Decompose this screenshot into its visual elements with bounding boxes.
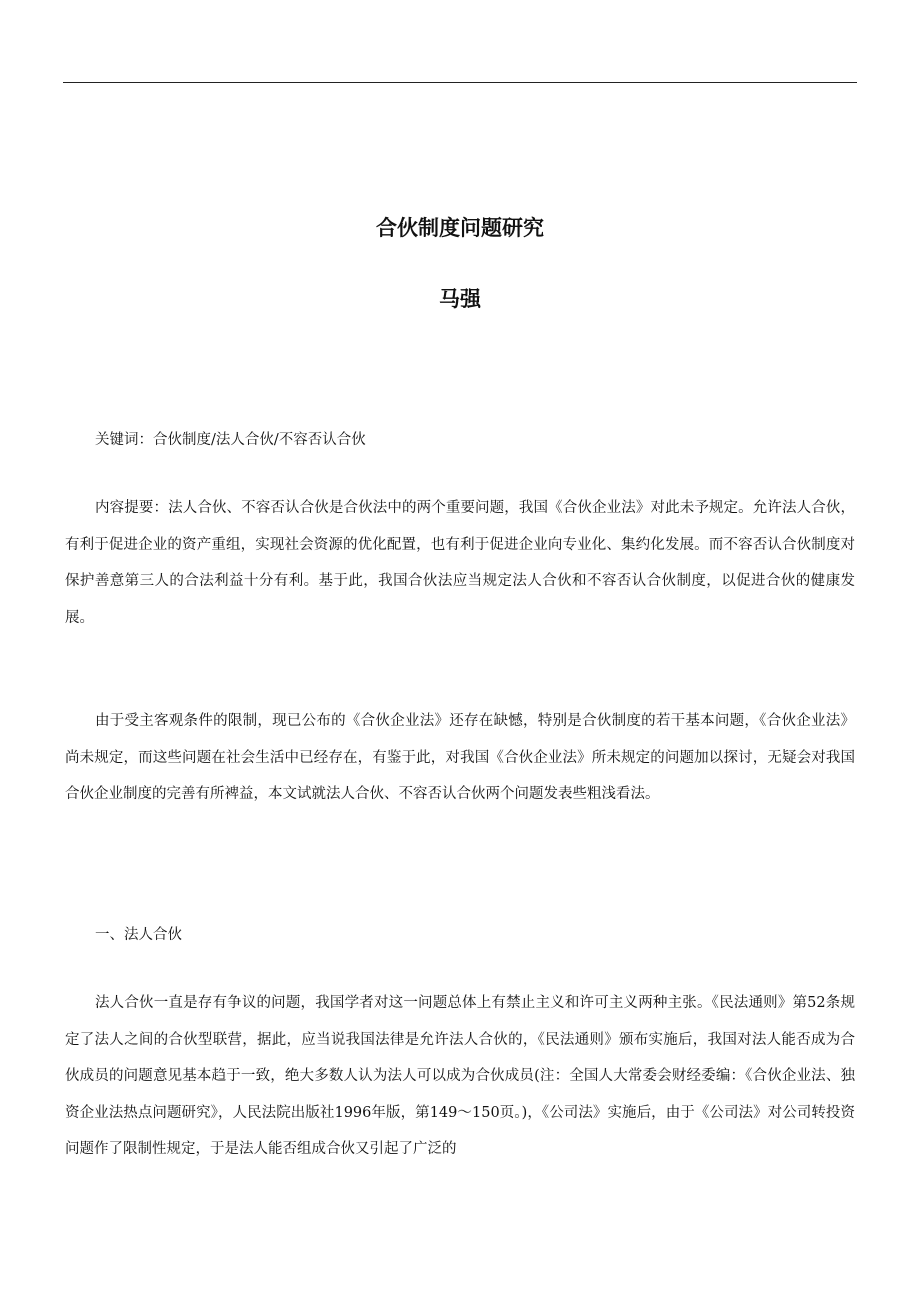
keywords-paragraph: 关键词：合伙制度/法人合伙/不容否认合伙 xyxy=(95,432,366,448)
header-rule xyxy=(63,82,857,83)
document-title: 合伙制度问题研究 xyxy=(376,215,544,240)
section-body-paragraph: 法人合伙一直是存有争议的问题，我国学者对这一问题总体上有禁止主义和许可主义两种主张。《民法通则》第52条规定了法人之间的合伙型联营，据此，应当说我国法律是允许法人合伙的，《民法通则》颁布实施后，我国对法人能否成为合伙成员的问题意见基本趋于一致，绝大多数人认为法人可以成为合伙成员(注：全国人大常委会财经委编：《合伙企业法、独资企业法热点问题研究》，人民法院出版社1996年版，第149～150页。)，《公司法》实施后，由于《公司法》对公司转投资问题作了限制性规定，于是法人能否组成合伙又引起了广泛的 xyxy=(65,995,855,1157)
section-heading: 一、法人合伙 xyxy=(95,927,182,943)
document-author: 马强 xyxy=(439,286,481,311)
intro-paragraph: 由于受主客观条件的限制，现已公布的《合伙企业法》还存在缺憾，特别是合伙制度的若干基本问题，《合伙企业法》尚未规定，而这些问题在社会生活中已经存在，有鉴于此，对我国《合伙企业法》所未规定的问题加以探讨，无疑会对我国合伙企业制度的完善有所裨益，本文试就法人合伙、不容否认合伙两个问题发表些粗浅看法。 xyxy=(65,713,855,802)
abstract-paragraph: 内容提要：法人合伙、不容否认合伙是合伙法中的两个重要问题，我国《合伙企业法》对此未予规定。允许法人合伙，有利于促进企业的资产重组，实现社会资源的优化配置，也有利于促进企业向专业化、集约化发展。而不容否认合伙制度对保护善意第三人的合法利益十分有利。基于此，我国合伙法应当规定法人合伙和不容否认合伙制度，以促进合伙的健康发展。 xyxy=(65,500,855,626)
